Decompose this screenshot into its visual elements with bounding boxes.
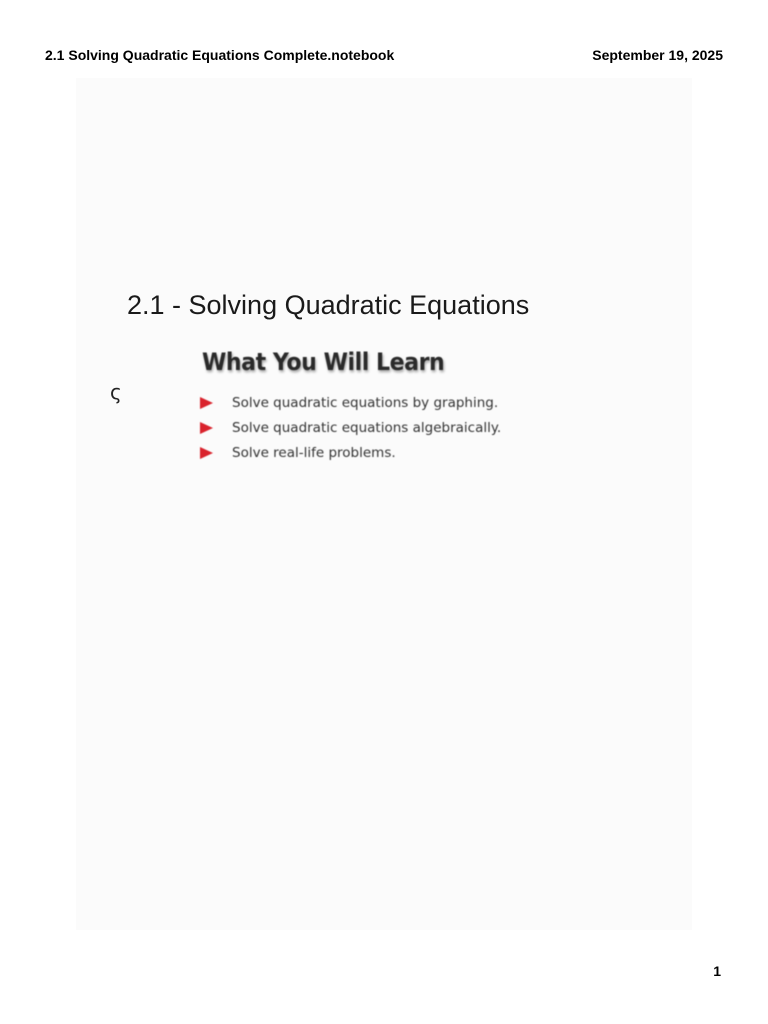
slide-canvas bbox=[76, 78, 692, 930]
print-date: September 19, 2025 bbox=[592, 47, 723, 63]
objective-list bbox=[200, 390, 560, 465]
objective-item bbox=[200, 415, 560, 440]
red-arrow-bullet-icon bbox=[200, 422, 213, 434]
page-number: 1 bbox=[713, 963, 721, 979]
objective-text: Solve quadratic equations algebraically. bbox=[232, 419, 502, 436]
notebook-file-name: 2.1 Solving Quadratic Equations Complete.notebook bbox=[45, 47, 395, 63]
learn-heading: What You Will Learn bbox=[202, 348, 445, 376]
objective-text: Solve real-life problems. bbox=[232, 444, 396, 461]
objective-item bbox=[200, 390, 560, 415]
slide-title: 2.1 - Solving Quadratic Equations bbox=[127, 290, 530, 320]
objective-text: Solve quadratic equations by graphing. bbox=[232, 394, 499, 411]
learning-objectives-image bbox=[200, 348, 560, 465]
red-arrow-bullet-icon bbox=[200, 397, 213, 409]
handwritten-mark: ς bbox=[110, 380, 122, 404]
objective-item bbox=[200, 440, 560, 465]
red-arrow-bullet-icon bbox=[200, 447, 213, 459]
